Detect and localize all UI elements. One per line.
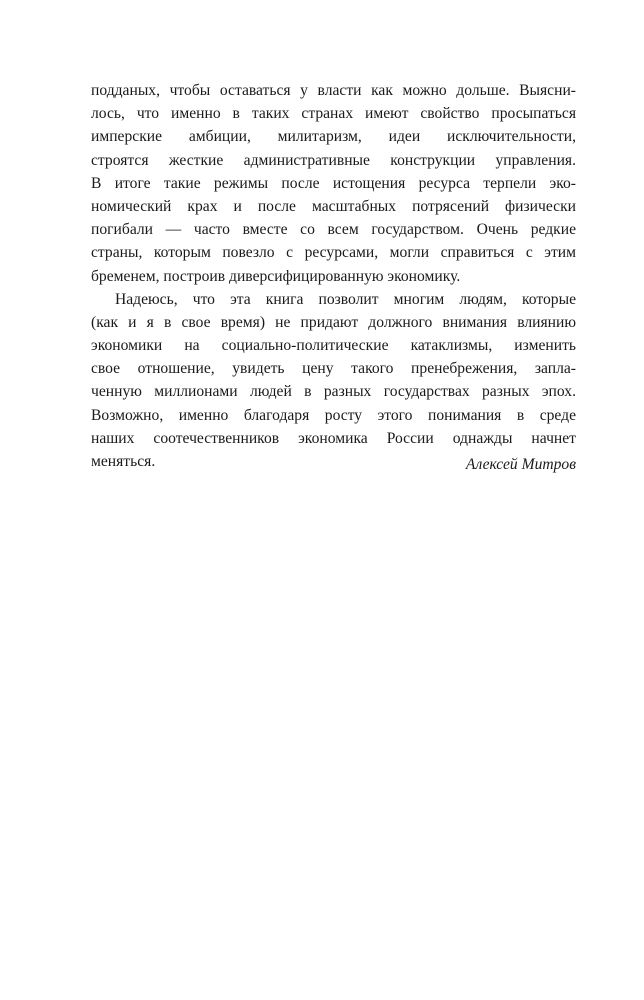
text-line: имперские амбиции, милитаризм, идеи исключительности, bbox=[91, 128, 576, 146]
text-line: подданых, чтобы оставаться у власти как можно дольше. Выясни- bbox=[91, 82, 576, 99]
text-line: наших соотечественников экономика России однажды начнет bbox=[91, 429, 576, 447]
author-signature: Алексей Митров bbox=[465, 456, 576, 473]
text-line: ченную миллионами людей в разных государствах разных эпох. bbox=[91, 383, 576, 401]
text-line: меняться. bbox=[91, 453, 156, 470]
text-line: лось, что именно в таких странах имеют свойство просыпаться bbox=[91, 105, 576, 123]
page-text-block bbox=[91, 79, 576, 473]
paragraph-1 bbox=[91, 79, 576, 288]
text-line: экономики на социально-политические катаклизмы, изменить bbox=[91, 337, 576, 355]
text-line: свое отношение, увидеть цену такого пренебрежения, запла- bbox=[91, 360, 576, 378]
text-line: Возможно, именно благодаря росту этого понимания в среде bbox=[91, 406, 576, 424]
text-line: страны, которым повезло с ресурсами, могли справиться с этим bbox=[91, 244, 576, 262]
paragraph-2 bbox=[91, 288, 576, 474]
text-line: номический крах и после масштабных потрясений физически bbox=[91, 197, 576, 215]
text-line: (как и я в свое время) не придают должного внимания влиянию bbox=[91, 313, 576, 331]
text-line: Надеюсь, что эта книга позволит многим людям, которые bbox=[115, 290, 576, 308]
text-line: В итоге такие режимы после истощения ресурса терпели эко- bbox=[91, 174, 576, 192]
text-line: погибали — часто вместе со всем государством. Очень редкие bbox=[91, 221, 576, 239]
text-line: бременем, построив диверсифицированную экономику. bbox=[91, 267, 461, 285]
text-line: строятся жесткие административные конструкции управления. bbox=[91, 151, 576, 169]
